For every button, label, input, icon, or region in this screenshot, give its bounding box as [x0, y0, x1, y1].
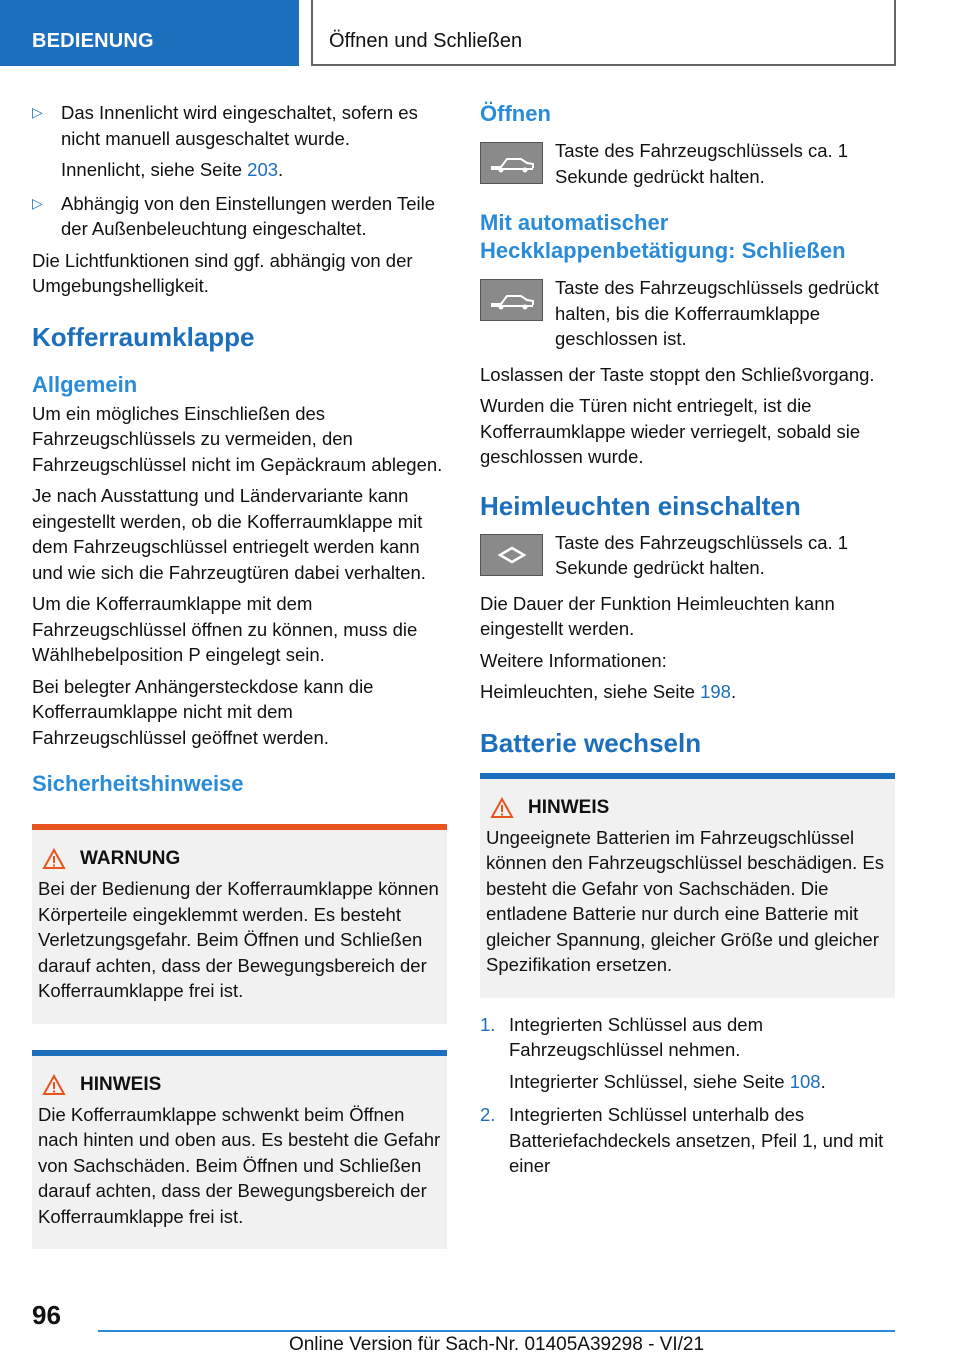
heading-oeffnen: Öffnen: [480, 101, 551, 126]
cross-reference: Innenlicht, siehe Seite 203.: [61, 159, 284, 180]
header-section-label: BEDIENUNG: [32, 30, 154, 52]
hint-body: Ungeeignete Batterien im Fahrzeugschlüssel können den Fahrzeugschlüssel beschädigen. Es besteht die Gefahr von Sachschäden. Die entladene Batterie nur durch eine Batterie mit gleicher Spannung, gleicher Größe und gleicher Spezifikation ersetzen.: [486, 826, 885, 975]
header-chapter-label: Öffnen und Schließen: [329, 30, 523, 52]
key-instruction-text: Taste des Fahrzeugschlüssels gedrückt halten, bis die Kofferraumklappe geschlossen ist.: [555, 277, 879, 349]
list-item-text: Integrierten Schlüssel aus dem Fahrzeugschlüssel nehmen.: [509, 1013, 763, 1060]
list-item: [480, 1012, 895, 1063]
list-item: [32, 100, 447, 151]
key-instruction-text: Taste des Fahrzeugschlüssels ca. 1 Sekunde gedrückt halten.: [555, 531, 849, 578]
paragraph: Die Lichtfunktionen sind ggf. abhängig von der Umgebungshelligkeit.: [32, 249, 413, 296]
warning-body: Bei der Bedienung der Kofferraumklappe können Körperteile eingeklemmt werden. Es besteht Verletzungsgefahr. Beim Öffnen und Schließen darauf achten, dass der Bewegungsbereich der Kofferraumklappe frei ist.: [38, 878, 439, 1001]
list-item-text: Abhängig von den Einstellungen werden Teile der Außenbeleuchtung eingeschaltet.: [61, 192, 436, 239]
warning-triangle-icon: [42, 1074, 66, 1096]
warning-title: [38, 848, 441, 870]
hint-title: [38, 1074, 441, 1096]
hint-box: [480, 773, 895, 998]
heading-allgemein: Allgemein: [32, 371, 138, 397]
list-item: [32, 191, 447, 242]
footer-text: Online Version für Sach-Nr. 01405A39298 - VI/21: [288, 1334, 705, 1355]
home-light-button-icon: [480, 534, 543, 576]
hint-title-text: HINWEIS: [528, 796, 610, 818]
cross-reference: Heimleuchten, siehe Seite 198.: [480, 681, 737, 702]
paragraph: Loslassen der Taste stoppt den Schließvorgang.: [480, 363, 875, 385]
paragraph: Um die Kofferraumklappe mit dem Fahrzeugschlüssel öffnen zu können, muss die Wählhebelposition P eingelegt sein.: [32, 593, 418, 665]
warning-box: [32, 824, 447, 1024]
header-chapter-tab: [311, 0, 896, 66]
bullet-arrow-icon: ▷: [32, 194, 43, 211]
footer-divider: [98, 1330, 895, 1332]
cross-reference-text: Heimleuchten, siehe Seite: [480, 681, 701, 702]
hint-body: Die Kofferraumklappe schwenkt beim Öffnen nach hinten und oben aus. Es besteht die Gefahr von Sachschäden. Beim Öffnen und Schließen darauf achten, dass der Bewegungsbereich der Kofferraumklappe frei ist.: [38, 1103, 441, 1227]
hint-title-text: HINWEIS: [80, 1073, 162, 1095]
key-instruction: [480, 530, 895, 581]
list-item-text: Integrierten Schlüssel unterhalb des Batteriefachdeckels ansetzen, Pfeil 1, und mit einer: [509, 1104, 884, 1176]
page-link[interactable]: 198: [700, 681, 731, 702]
heading-sicherheitshinweise: Sicherheitshinweise: [32, 771, 244, 796]
paragraph: Die Dauer der Funktion Heimleuchten kann eingestellt werden.: [480, 592, 835, 639]
hint-box: [32, 1050, 447, 1250]
paragraph: Um ein mögliches Einschließen des Fahrzeugschlüssels zu vermeiden, den Fahrzeugschlüssel nicht im Gepäckraum ablegen.: [32, 402, 443, 475]
key-instruction: [480, 275, 895, 352]
key-instruction: [480, 138, 895, 189]
paragraph: Bei belegter Anhängersteckdose kann die Kofferraumklappe nicht mit dem Fahrzeugschlüssel geöffnet werden.: [32, 675, 374, 748]
trunk-button-icon: [480, 279, 543, 321]
heading-heimleuchten: Heimleuchten einschalten: [480, 490, 801, 521]
list-item-text: Das Innenlicht wird eingeschaltet, sofern es nicht manuell ausgeschaltet wurde.: [61, 102, 418, 149]
paragraph: Weitere Informationen:: [480, 649, 667, 671]
hint-title: [486, 797, 889, 819]
left-column: [32, 100, 447, 1249]
heading-kofferraumklappe: Kofferraumklappe: [32, 321, 255, 352]
header-section-tab: [0, 0, 299, 66]
cross-reference: Integrierter Schlüssel, siehe Seite 108.: [509, 1070, 826, 1092]
paragraph: Wurden die Türen nicht entriegelt, ist die Kofferraumklappe wieder verriegelt, sobald sie geschlossen wurde.: [480, 395, 861, 467]
warning-triangle-icon: [490, 797, 514, 819]
warning-title-text: WARNUNG: [80, 848, 181, 869]
list-item: [480, 1102, 895, 1179]
page-link[interactable]: 108: [789, 1070, 821, 1092]
key-instruction-text: Taste des Fahrzeugschlüssels ca. 1 Sekunde gedrückt halten.: [555, 140, 849, 187]
bullet-arrow-icon: ▷: [32, 104, 43, 120]
paragraph: Je nach Ausstattung und Ländervariante kann eingestellt werden, ob die Kofferraumklappe mit dem Fahrzeugschlüssel entriegelt werden kann und wie sich die Fahrzeugtüren dabei verhalten.: [32, 485, 426, 583]
trunk-button-icon: [480, 142, 543, 184]
cross-reference-text: Innenlicht, siehe Seite: [61, 159, 248, 180]
warning-triangle-icon: [42, 848, 66, 870]
cross-reference-text: Integrierter Schlüssel, siehe Seite: [509, 1070, 790, 1092]
step-number: 1.: [480, 1013, 496, 1035]
page-number: 96: [32, 1300, 61, 1330]
page-link[interactable]: 203: [247, 159, 279, 180]
step-number: 2.: [480, 1104, 496, 1125]
heading-batterie-wechseln: Batterie wechseln: [480, 727, 702, 758]
right-column: [480, 100, 895, 1185]
heading-automatische-heckklappe: Mit automatischer Heckklappenbetätigung: Schließen: [480, 210, 846, 263]
